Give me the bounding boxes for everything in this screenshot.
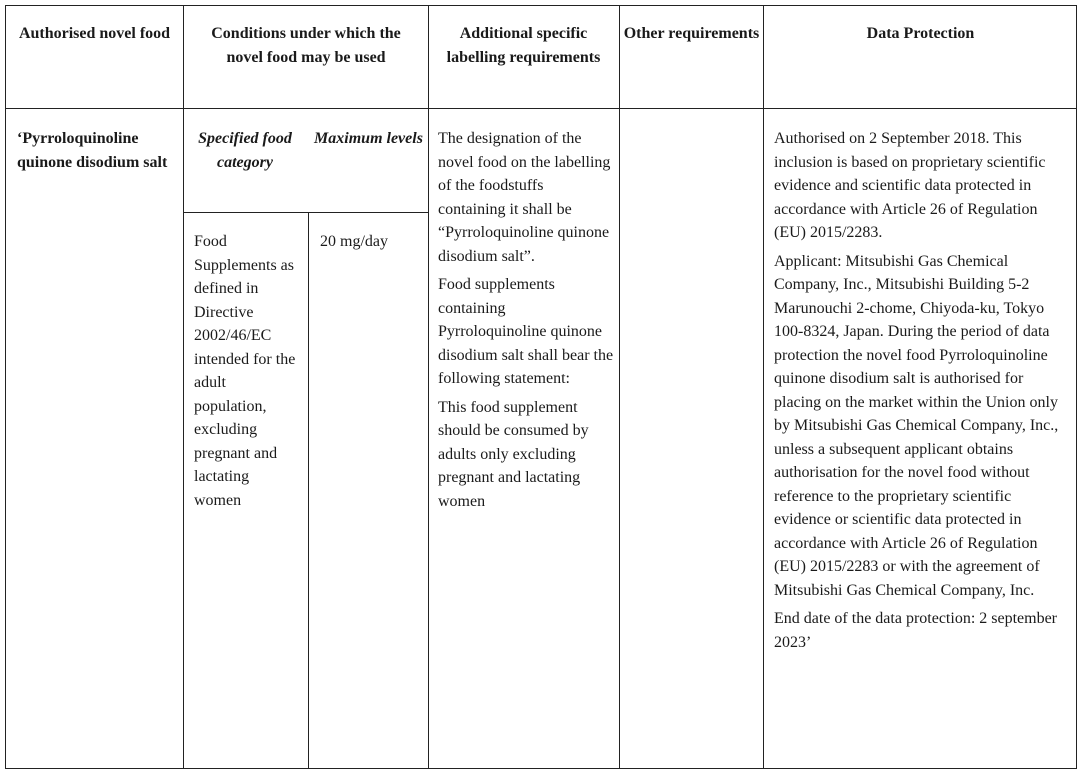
header-labelling-requirements: Additional specific labelling requirements bbox=[446, 25, 601, 66]
column-divider bbox=[619, 5, 620, 769]
data-protection-text bbox=[774, 127, 1070, 659]
novel-food-name: ‘Pyrroloquinoline quinone disodium salt bbox=[17, 130, 168, 171]
column-divider bbox=[763, 5, 764, 769]
subheader-divider bbox=[184, 212, 428, 213]
labelling-paragraph: This food supplement should be consumed by adults only excluding pregnant and lactating women bbox=[438, 398, 589, 510]
subheader-food-category: Specified food category bbox=[198, 130, 292, 171]
header-conditions-of-use: Conditions under which the novel food may be used bbox=[211, 25, 401, 66]
data-protection-paragraph: Authorised on 2 September 2018. This inclusion is based on proprietary scientific evidence and scientific data protected in accordance with Article 26 of Regulation (EU) 2015/2283. bbox=[774, 130, 1046, 241]
header-other-requirements: Other requirements bbox=[623, 25, 760, 42]
header-data-protection: Data Protection bbox=[866, 25, 975, 42]
labelling-requirements-text bbox=[438, 127, 614, 518]
header-divider bbox=[5, 108, 1077, 109]
labelling-paragraph: The designation of the novel food on the labelling of the foodstuffs containing it shall be “Pyrroloquinoline quinone disodium salt”. bbox=[438, 130, 611, 265]
column-divider bbox=[183, 5, 184, 769]
subheader-maximum-levels: Maximum levels bbox=[314, 130, 423, 147]
data-protection-paragraph: Applicant: Mitsubishi Gas Chemical Company, Inc., Mitsubishi Building 5-2 Marunouchi 2-chome, Chiyoda-ku, Tokyo 100-8324, Japan. During the period of data protection the novel food Pyrroloquinoline quinone disodium salt is authorised for placing on the market within the Union only by Mitsubishi Gas Chemical Company, Inc., unless a subsequent applicant obtains authorisation for the novel food without reference to the proprietary scientific evidence or scientific data protected in accordance with Article 26 of Regulation (EU) 2015/2283 or with the agreement of Mitsubishi Gas Chemical Company, Inc. bbox=[774, 252, 1059, 599]
labelling-paragraph: Food supplements containing Pyrroloquinoline quinone disodium salt shall bear the following statement: bbox=[438, 276, 614, 387]
column-divider bbox=[308, 212, 309, 769]
column-divider bbox=[428, 5, 429, 769]
maximum-level-value: 20 mg/day bbox=[320, 233, 388, 250]
food-category-text: Food Supplements as defined in Directive 2002/46/EC intended for the adult population, excluding pregnant and lactating women bbox=[194, 233, 296, 509]
data-protection-paragraph: End date of the data protection: 2 september 2023’ bbox=[774, 610, 1058, 651]
header-authorised-novel-food: Authorised novel food bbox=[18, 25, 171, 42]
